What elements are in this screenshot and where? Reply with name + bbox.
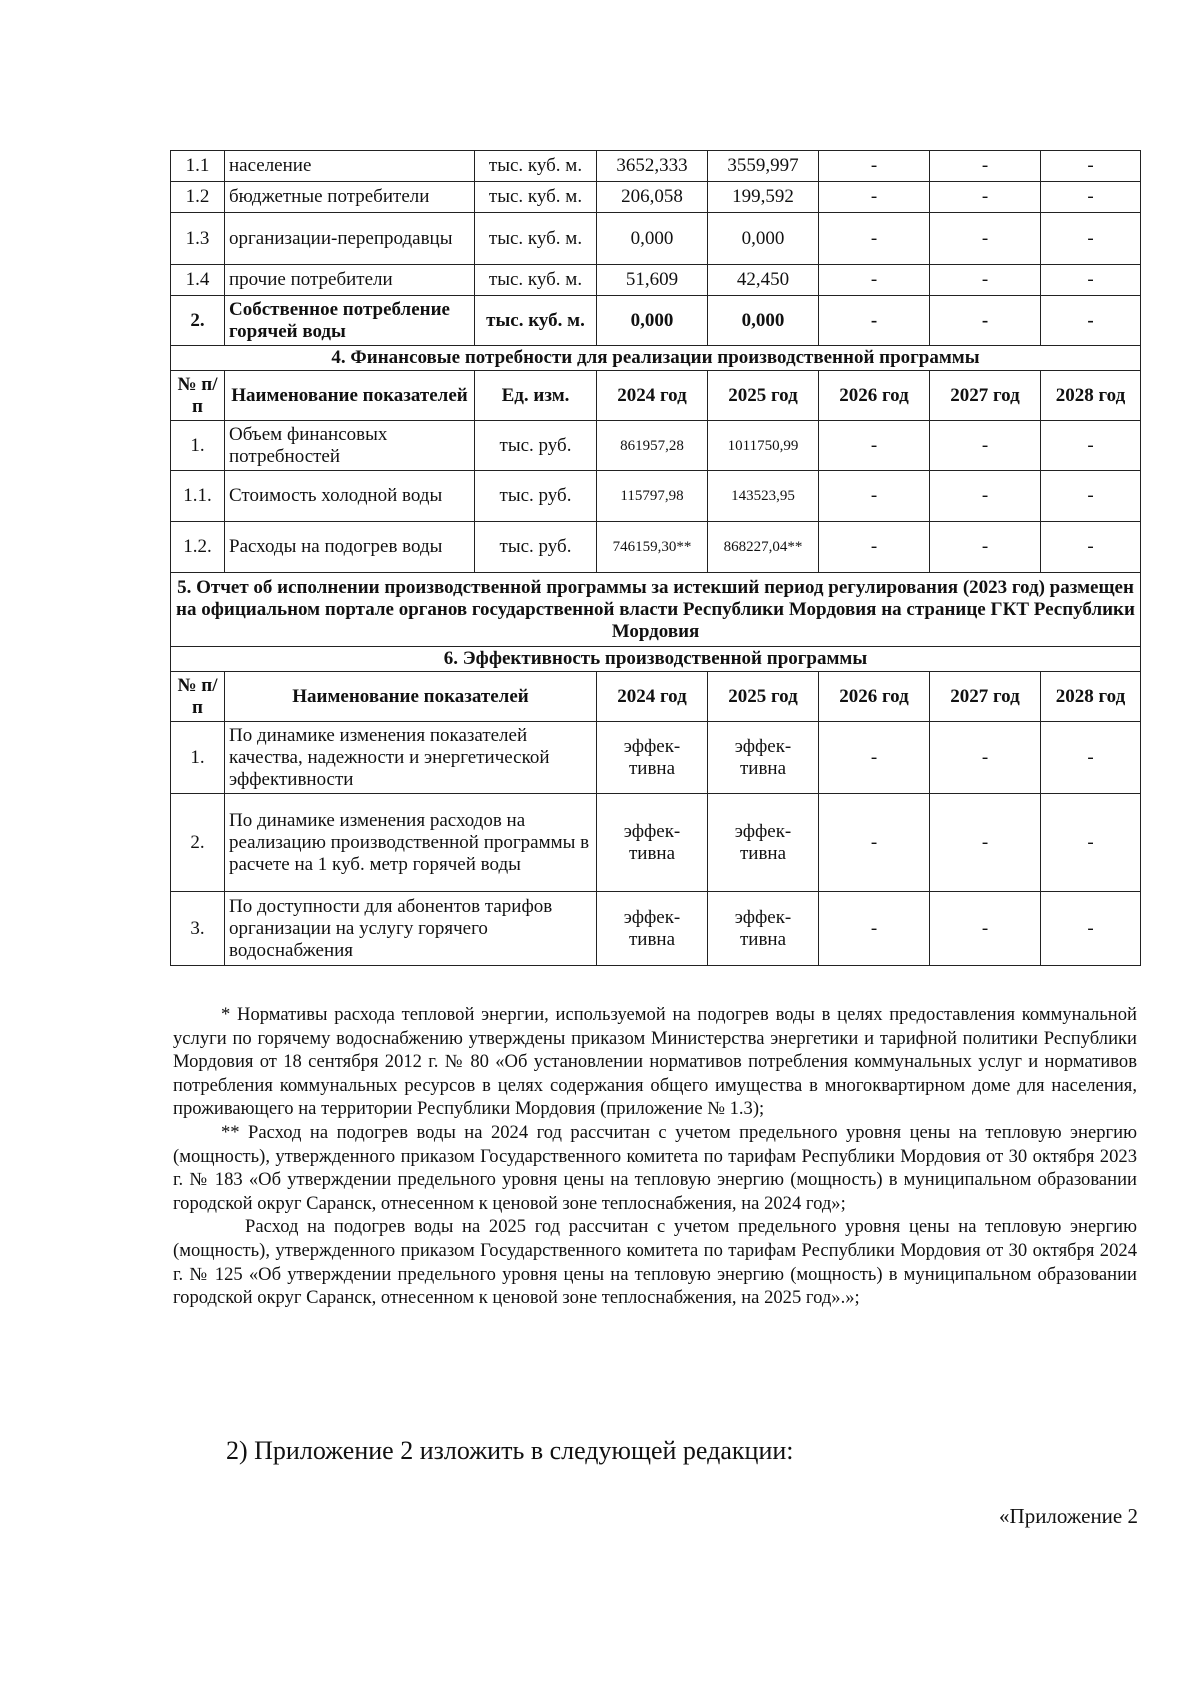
row-name: По динамике изменения показателей качества, надежности и энергетической эффективности bbox=[225, 722, 597, 794]
row-name: организации-перепродавцы bbox=[225, 213, 475, 265]
value-2025: эффек-тивна bbox=[708, 794, 819, 892]
row-name: По доступности для абонентов тарифов организации на услугу горячего водоснабжения bbox=[225, 892, 597, 966]
table-row bbox=[171, 421, 1141, 471]
value-2025: эффек-тивна bbox=[708, 892, 819, 966]
row-number: 1.4 bbox=[171, 265, 225, 296]
section-6-title: 6. Эффективность производственной программы bbox=[171, 647, 1141, 672]
value-2026: - bbox=[819, 296, 930, 346]
value-2027: - bbox=[930, 421, 1041, 471]
header-2025: 2025 год bbox=[708, 672, 819, 722]
value-2024: 51,609 bbox=[597, 265, 708, 296]
value-2026: - bbox=[819, 182, 930, 213]
section-title-row bbox=[171, 573, 1141, 647]
value-2025: 42,450 bbox=[708, 265, 819, 296]
table-row bbox=[171, 794, 1141, 892]
header-number: № п/п bbox=[171, 672, 225, 722]
header-2024: 2024 год bbox=[597, 371, 708, 421]
header-2027: 2027 год bbox=[930, 371, 1041, 421]
row-number: 1.1. bbox=[171, 471, 225, 522]
value-2024: эффек-тивна bbox=[597, 722, 708, 794]
value-2025: 199,592 bbox=[708, 182, 819, 213]
value-2027: - bbox=[930, 892, 1041, 966]
value-2026: - bbox=[819, 722, 930, 794]
value-2028: - bbox=[1041, 151, 1141, 182]
header-2028: 2028 год bbox=[1041, 672, 1141, 722]
footnotes bbox=[173, 1003, 1137, 1310]
value-2025: 3559,997 bbox=[708, 151, 819, 182]
header-2025: 2025 год bbox=[708, 371, 819, 421]
value-2026: - bbox=[819, 892, 930, 966]
value-2024: 0,000 bbox=[597, 296, 708, 346]
table-row bbox=[171, 892, 1141, 966]
row-unit: тыс. руб. bbox=[475, 522, 597, 573]
row-name: Стоимость холодной воды bbox=[225, 471, 475, 522]
value-2028: - bbox=[1041, 722, 1141, 794]
value-2024: 115797,98 bbox=[597, 471, 708, 522]
row-number: 3. bbox=[171, 892, 225, 966]
row-number: 2. bbox=[171, 296, 225, 346]
value-2024: эффек-тивна bbox=[597, 892, 708, 966]
row-unit: тыс. руб. bbox=[475, 471, 597, 522]
value-2028: - bbox=[1041, 522, 1141, 573]
value-2026: - bbox=[819, 471, 930, 522]
value-2025: 1011750,99 bbox=[708, 421, 819, 471]
row-name: Собственное потребление горячей воды bbox=[225, 296, 475, 346]
row-number: 1. bbox=[171, 421, 225, 471]
row-number: 1. bbox=[171, 722, 225, 794]
point-2-text: 2) Приложение 2 изложить в следующей редакции: bbox=[226, 1436, 794, 1465]
value-2025: 143523,95 bbox=[708, 471, 819, 522]
value-2027: - bbox=[930, 213, 1041, 265]
table-row bbox=[171, 522, 1141, 573]
row-name: По динамике изменения расходов на реализацию производственной программы в расчете на 1 куб. метр горячей воды bbox=[225, 794, 597, 892]
table-row bbox=[171, 296, 1141, 346]
value-2026: - bbox=[819, 522, 930, 573]
header-unit: Ед. изм. bbox=[475, 371, 597, 421]
annex-label: «Приложение 2 bbox=[999, 1504, 1138, 1528]
header-number: № п/п bbox=[171, 371, 225, 421]
row-unit: тыс. куб. м. bbox=[475, 296, 597, 346]
value-2028: - bbox=[1041, 213, 1141, 265]
row-number: 1.1 bbox=[171, 151, 225, 182]
value-2025: 868227,04** bbox=[708, 522, 819, 573]
footnote-3: Расход на подогрев воды на 2025 год рассчитан с учетом предельного уровня цены на тепловую энергию (мощность), утвержденного приказом Государственного комитета по тарифам Республики Мордовия от 30 октября 2024 г. № 125 «Об утверждении предельного уровня цены на тепловую энергию (мощность) в муниципальном образовании городской округ Саранск, отнесенном к ценовой зоне теплоснабжения, на 2025 год».»; bbox=[173, 1216, 1137, 1309]
row-number: 1.3 bbox=[171, 213, 225, 265]
header-2024: 2024 год bbox=[597, 672, 708, 722]
footnote-1: * Нормативы расхода тепловой энергии, используемой на подогрев воды в целях предоставления коммунальной услуги по горячему водоснабжению утверждены приказом Министерства энергетики и тарифной политики Республики Мордовия от 18 сентября 2012 г. № 80 «Об установлении нормативов потребления коммунальных услуг и нормативов потребления коммунальных ресурсов в целях содержания общего имущества в многоквартирном доме для населения, проживающего на территории Республики Мордовия (приложение № 1.3); bbox=[173, 1004, 1137, 1120]
row-unit: тыс. куб. м. bbox=[475, 151, 597, 182]
header-name: Наименование показателей bbox=[225, 371, 475, 421]
value-2027: - bbox=[930, 722, 1041, 794]
header-row bbox=[171, 672, 1141, 722]
row-unit: тыс. куб. м. bbox=[475, 213, 597, 265]
section-title-row bbox=[171, 346, 1141, 371]
value-2028: - bbox=[1041, 421, 1141, 471]
header-2026: 2026 год bbox=[819, 672, 930, 722]
row-name: население bbox=[225, 151, 475, 182]
value-2024: 0,000 bbox=[597, 213, 708, 265]
row-unit: тыс. куб. м. bbox=[475, 182, 597, 213]
value-2028: - bbox=[1041, 182, 1141, 213]
programme-table bbox=[170, 150, 1141, 966]
footnote-2: ** Расход на подогрев воды на 2024 год рассчитан с учетом предельного уровня цены на тепловую энергию (мощность), утвержденного приказом Государственного комитета по тарифам Республики Мордовия от 30 октября 2023 г. № 183 «Об утверждении предельного уровня цены на тепловую энергию (мощность) в муниципальном образовании городской округ Саранск, отнесенном к ценовой зоне теплоснабжения, на 2024 год»; bbox=[173, 1121, 1137, 1214]
value-2024: 746159,30** bbox=[597, 522, 708, 573]
section-title-row bbox=[171, 647, 1141, 672]
value-2025: эффек-тивна bbox=[708, 722, 819, 794]
value-2027: - bbox=[930, 151, 1041, 182]
row-number: 2. bbox=[171, 794, 225, 892]
table-row bbox=[171, 182, 1141, 213]
table-row bbox=[171, 722, 1141, 794]
row-name: Расходы на подогрев воды bbox=[225, 522, 475, 573]
row-unit: тыс. куб. м. bbox=[475, 265, 597, 296]
value-2027: - bbox=[930, 794, 1041, 892]
table-row bbox=[171, 265, 1141, 296]
row-name: бюджетные потребители bbox=[225, 182, 475, 213]
value-2028: - bbox=[1041, 794, 1141, 892]
table-row bbox=[171, 471, 1141, 522]
value-2027: - bbox=[930, 182, 1041, 213]
section-5-report: 5. Отчет об исполнении производственной программы за истекший период регулирования (2023 год) размещен на официальном портале органов государственной власти Республики Мордовия на странице ГКТ Республики Мордовия bbox=[171, 573, 1141, 647]
row-name: прочие потребители bbox=[225, 265, 475, 296]
value-2024: 3652,333 bbox=[597, 151, 708, 182]
value-2027: - bbox=[930, 471, 1041, 522]
value-2024: 206,058 bbox=[597, 182, 708, 213]
value-2026: - bbox=[819, 421, 930, 471]
table-row bbox=[171, 213, 1141, 265]
table-row bbox=[171, 151, 1141, 182]
value-2027: - bbox=[930, 296, 1041, 346]
value-2027: - bbox=[930, 265, 1041, 296]
value-2026: - bbox=[819, 151, 930, 182]
value-2025: 0,000 bbox=[708, 213, 819, 265]
value-2026: - bbox=[819, 213, 930, 265]
value-2028: - bbox=[1041, 296, 1141, 346]
value-2028: - bbox=[1041, 471, 1141, 522]
header-2027: 2027 год bbox=[930, 672, 1041, 722]
value-2028: - bbox=[1041, 265, 1141, 296]
header-2026: 2026 год bbox=[819, 371, 930, 421]
value-2025: 0,000 bbox=[708, 296, 819, 346]
row-number: 1.2 bbox=[171, 182, 225, 213]
value-2028: - bbox=[1041, 892, 1141, 966]
section-4-title: 4. Финансовые потребности для реализации производственной программы bbox=[171, 346, 1141, 371]
value-2024: 861957,28 bbox=[597, 421, 708, 471]
header-name: Наименование показателей bbox=[225, 672, 597, 722]
value-2026: - bbox=[819, 265, 930, 296]
header-row bbox=[171, 371, 1141, 421]
row-number: 1.2. bbox=[171, 522, 225, 573]
value-2024: эффек-тивна bbox=[597, 794, 708, 892]
row-name: Объем финансовых потребностей bbox=[225, 421, 475, 471]
row-unit: тыс. руб. bbox=[475, 421, 597, 471]
header-2028: 2028 год bbox=[1041, 371, 1141, 421]
value-2027: - bbox=[930, 522, 1041, 573]
value-2026: - bbox=[819, 794, 930, 892]
